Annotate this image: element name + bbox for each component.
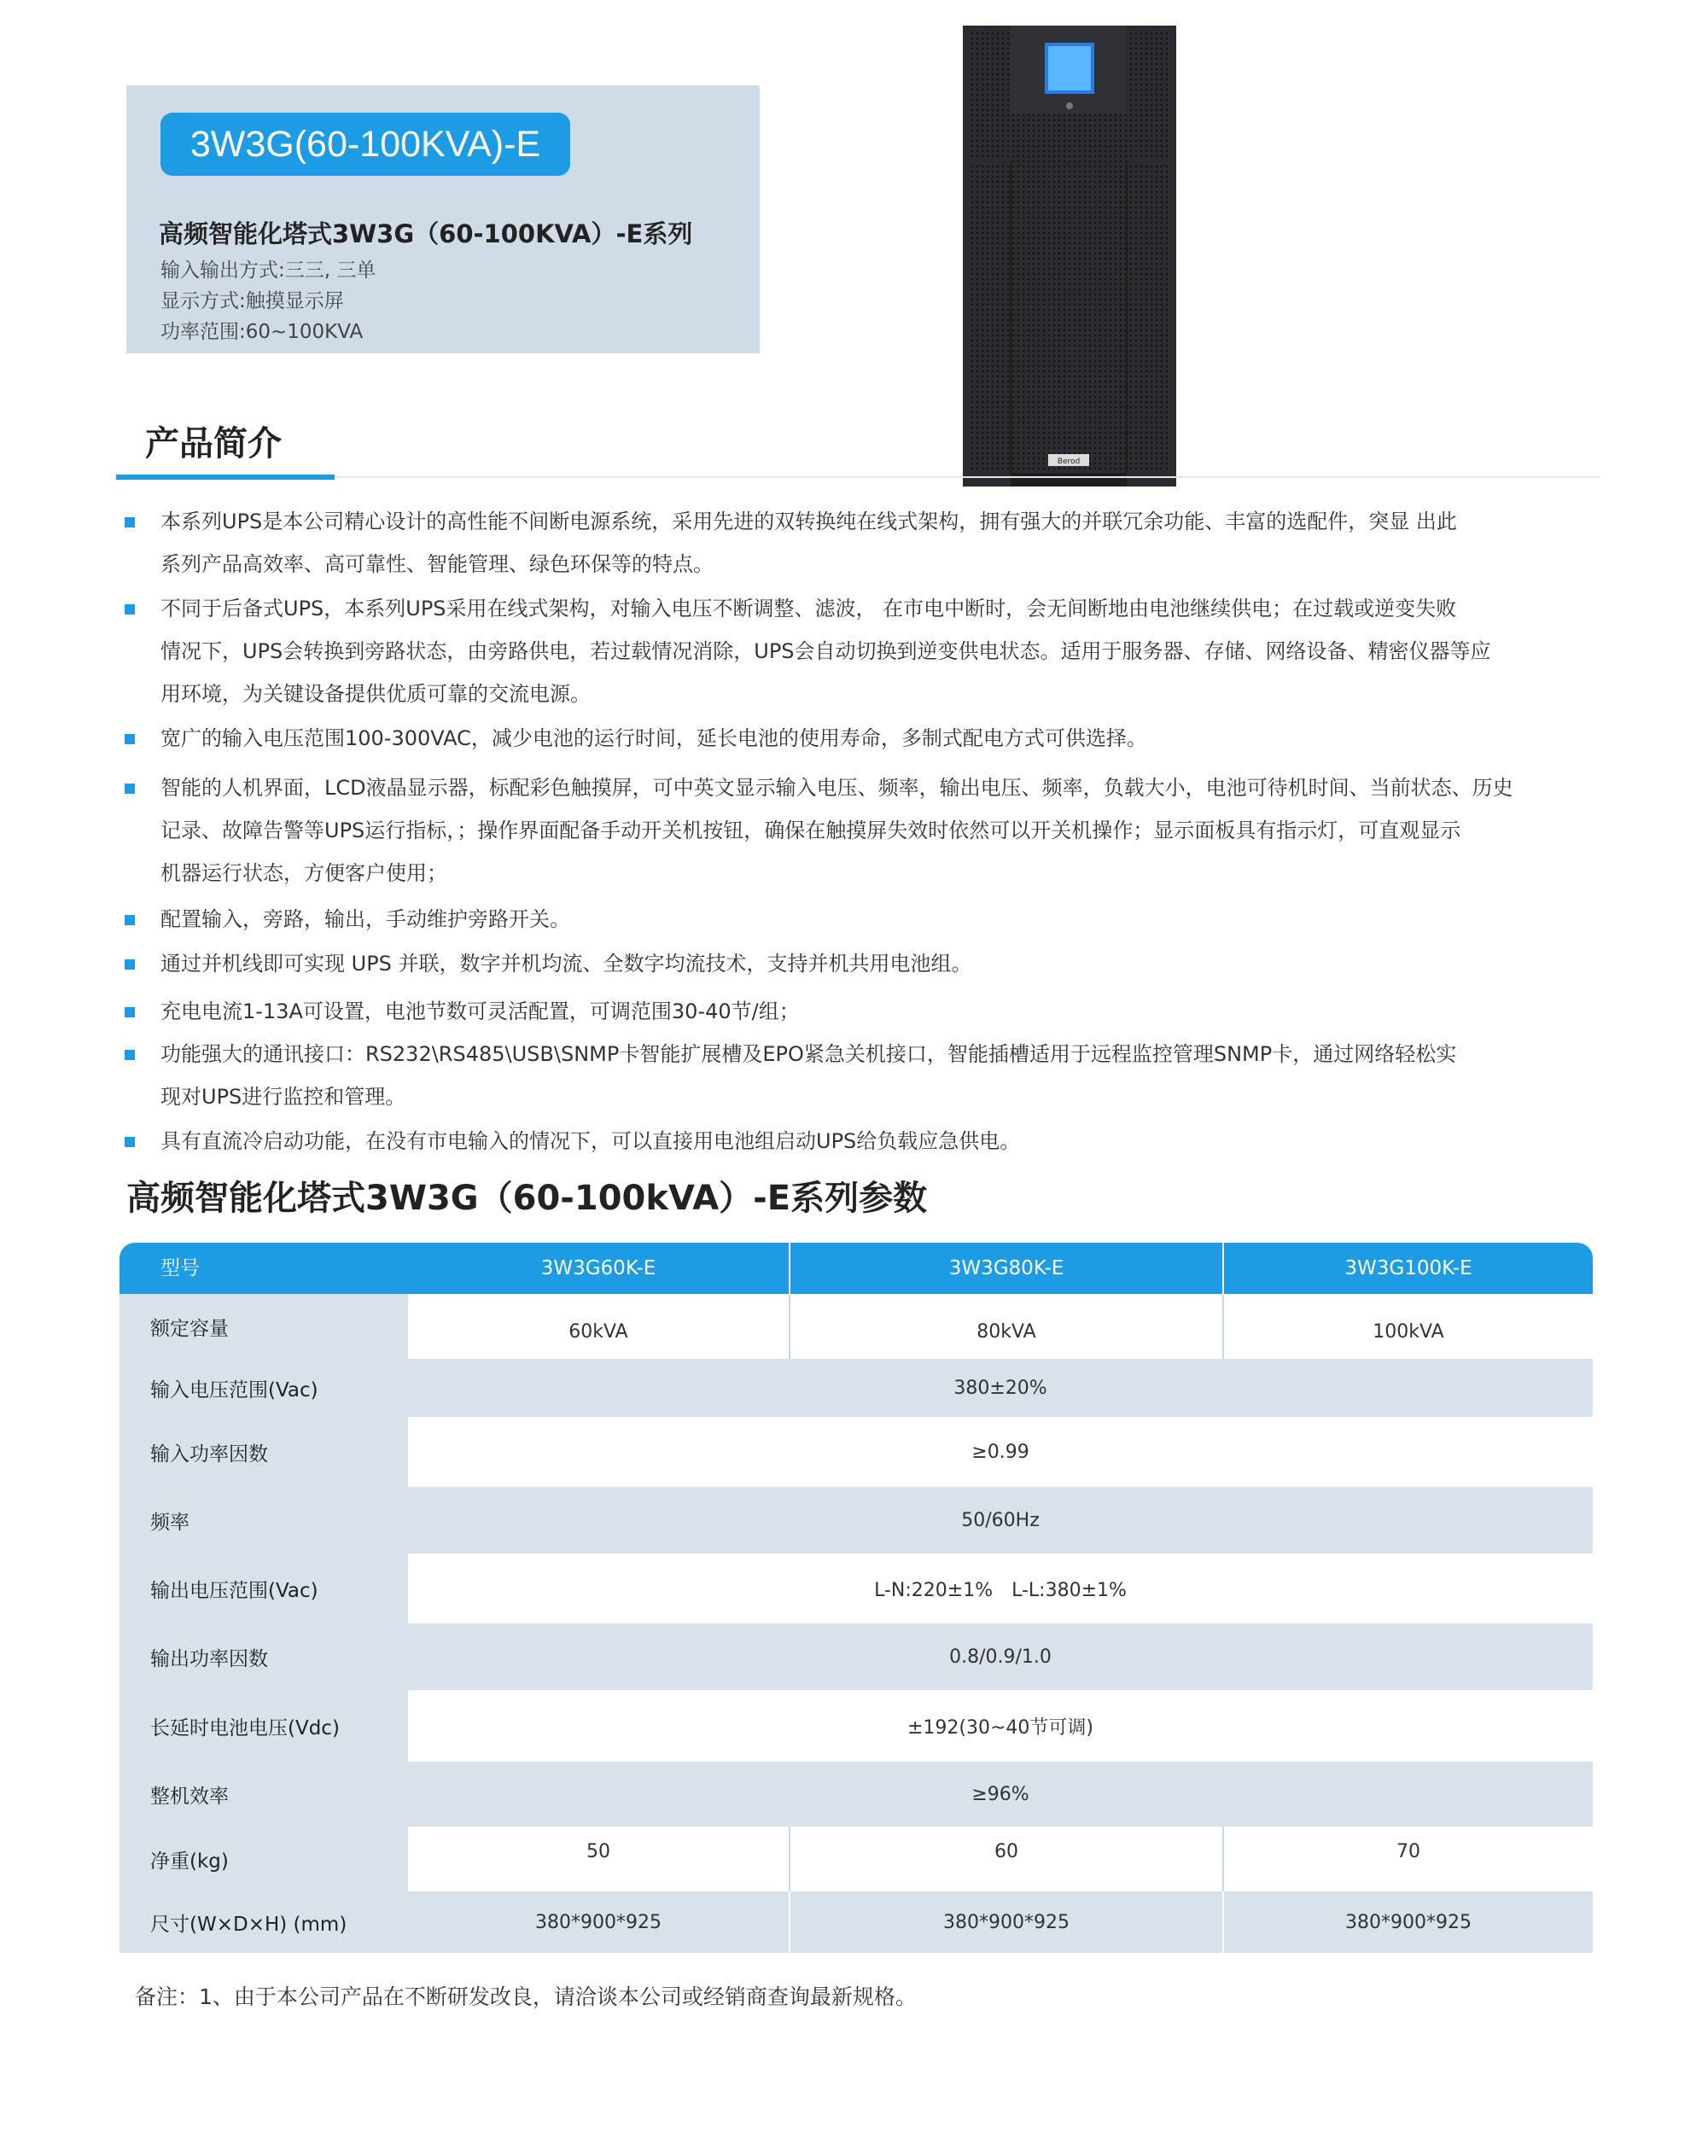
table-row [120, 1553, 1593, 1623]
footnote: 备注：1、由于本公司产品在不断研发改良，请洽谈本公司或经销商查询最新规格。 [135, 1984, 917, 2009]
row-label: 输出电压范围(Vac) [120, 1553, 408, 1623]
table-cell: 60 [994, 1840, 1018, 1862]
bullet-square-icon [125, 1137, 135, 1147]
bullet-square-icon [125, 1007, 135, 1017]
table-row [120, 1762, 1593, 1827]
row-label: 长延时电池电压(Vdc) [120, 1690, 408, 1762]
bullet-square-icon [125, 517, 135, 527]
row-label: 尺寸(W×D×H) (mm) [120, 1891, 408, 1953]
row-label: 输入功率因数 [120, 1417, 408, 1487]
table-cell: 380±20% [953, 1377, 1047, 1399]
table-row [120, 1891, 1593, 1953]
table-cell: 50/60Hz [961, 1509, 1040, 1531]
series-title: 高频智能化塔式3W3G（60-100KVA）-E系列 [159, 219, 693, 248]
heading-divider [335, 476, 1600, 478]
table-cell: ±192(30~40节可调) [906, 1716, 1093, 1739]
table-cell: 380*900*925 [535, 1911, 662, 1933]
spec-power-range: 功率范围:60~100KVA [160, 321, 364, 343]
bullet-square-icon [125, 784, 135, 794]
row-label: 频率 [120, 1487, 408, 1553]
column-header: 3W3G60K-E [540, 1257, 656, 1279]
table-cell: 50 [586, 1840, 610, 1862]
table-row [120, 1417, 1593, 1487]
table-cell: ≥0.99 [971, 1441, 1029, 1463]
brand-plate: Berod [1057, 457, 1081, 466]
table-cell: 380*900*925 [943, 1911, 1070, 1933]
table-row [120, 1359, 1593, 1417]
column-header: 3W3G100K-E [1344, 1257, 1472, 1279]
heading-accent-bar [116, 475, 335, 480]
table-row [120, 1827, 1593, 1891]
bullet-square-icon [125, 915, 135, 925]
bullet-square-icon [125, 959, 135, 970]
spec-display: 显示方式:触摸显示屏 [160, 290, 344, 312]
table-cell: 380*900*925 [1345, 1911, 1472, 1933]
table-header [120, 1243, 1593, 1294]
row-label: 输入电压范围(Vac) [120, 1359, 408, 1417]
intro-heading: 产品简介 [145, 424, 282, 463]
row-label: 净重(kg) [120, 1827, 408, 1891]
bullet-square-icon [125, 604, 135, 615]
table-cell: L-N:220±1% L-L:380±1% [874, 1579, 1127, 1601]
params-heading: 高频智能化塔式3W3G（60-100kVA）-E系列参数 [126, 1179, 928, 1218]
table-cell: ≥96% [971, 1783, 1029, 1805]
table-row [120, 1487, 1593, 1553]
table-row [120, 1294, 1593, 1359]
row-label: 整机效率 [120, 1762, 408, 1827]
table-row [120, 1623, 1593, 1690]
table-cell: 0.8/0.9/1.0 [949, 1646, 1052, 1668]
table-cell: 60kVA [568, 1320, 628, 1343]
table-cell: 70 [1396, 1840, 1420, 1862]
table-row [120, 1690, 1593, 1762]
table-cell: 100kVA [1373, 1320, 1444, 1343]
bullet-square-icon [125, 734, 135, 744]
model-badge: 3W3G(60-100KVA)-E [160, 113, 570, 176]
ups-tower-image [959, 26, 1178, 487]
column-header: 型号 [160, 1257, 200, 1279]
row-label: 输出功率因数 [120, 1623, 408, 1690]
column-header: 3W3G80K-E [948, 1257, 1064, 1279]
row-label: 额定容量 [120, 1294, 408, 1359]
bullet-square-icon [125, 1050, 135, 1060]
spec-io-mode: 输入输出方式:三三, 三单 [160, 259, 376, 282]
table-cell: 80kVA [976, 1320, 1036, 1343]
